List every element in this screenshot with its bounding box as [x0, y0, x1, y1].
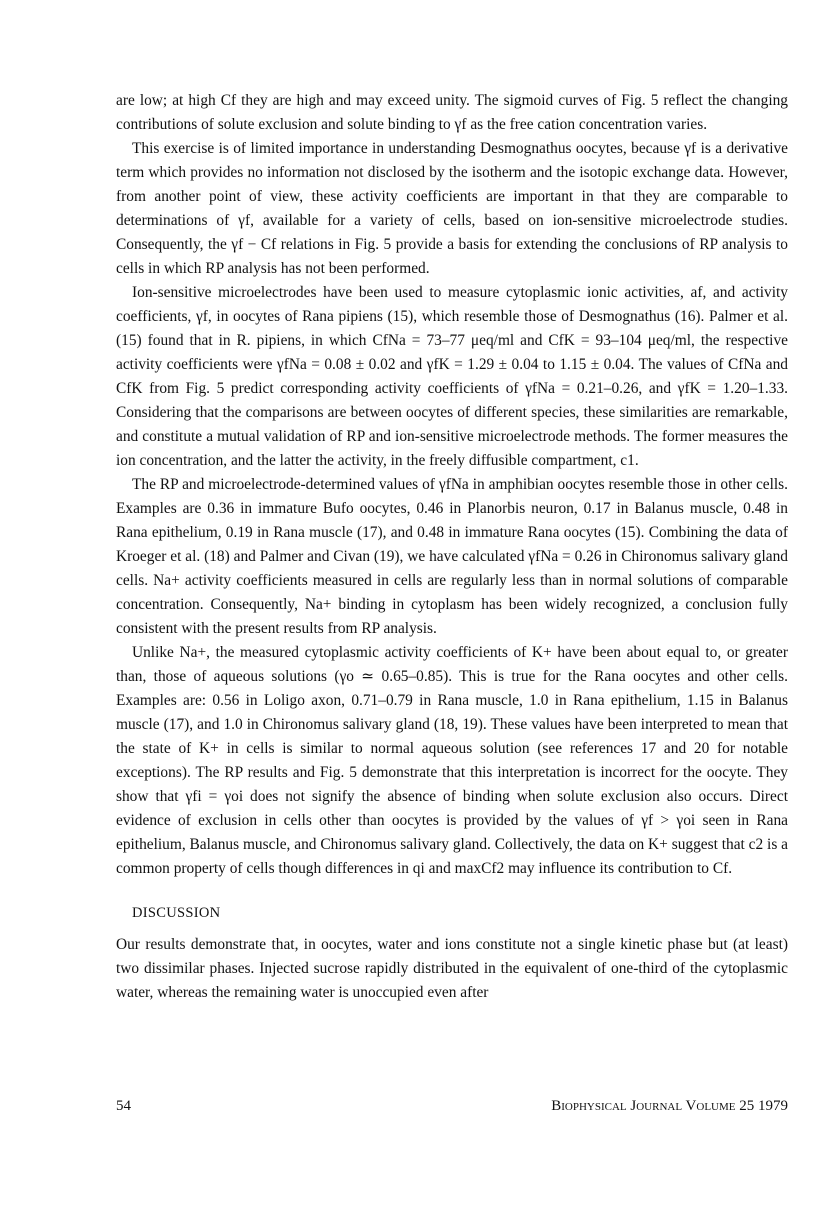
discussion-paragraph: Our results demonstrate that, in oocytes, water and ions constitute not a single kinetic phase but (at least) two dissimilar phases. Injected sucrose rapidly distributed in the equivalent of one-third of the cytoplasmic water, whereas the remaining water is unoccupied even after: [116, 936, 788, 1001]
paragraph-1: are low; at high Cf they are high and may exceed unity. The sigmoid curves of Fig. 5 reflect the changing contributions of solute exclusion and solute binding to γf as the free cation concentration varies.: [116, 92, 788, 133]
paragraph-2: This exercise is of limited importance in understanding Desmognathus oocytes, because γf is a derivative term which provides no information not disclosed by the isotherm and the isotopic exchange data. However, from another point of view, these activity coefficients are important in that they are comparable to determinations of γf, available for a variety of cells, based on ion-sensitive microelectrode studies. Consequently, the γf − Cf relations in Fig. 5 provide a basis for extending the conclusions of RP analysis to cells in which RP analysis has not been performed.: [116, 140, 788, 277]
section-heading-discussion: DISCUSSION: [132, 905, 221, 921]
paragraph-4: The RP and microelectrode-determined values of γfNa in amphibian oocytes resemble those in other cells. Examples are 0.36 in immature Bufo oocytes, 0.46 in Planorbis neuron, 0.17 in Balanus muscle, 0.48 in Rana epithelium, 0.19 in Rana muscle (17), and 0.48 in immature Rana oocytes (15). Combining the data of Kroeger et al. (18) and Palmer and Civan (19), we have calculated γfNa = 0.26 in Chironomus salivary gland cells. Na+ activity coefficients measured in cells are regularly less than in normal solutions of comparable concentration. Consequently, Na+ binding in cytoplasm has been widely recognized, a conclusion fully consistent with the present results from RP analysis.: [116, 476, 788, 637]
paragraph-5: Unlike Na+, the measured cytoplasmic activity coefficients of K+ have been about equal to, or greater than, those of aqueous solutions (γo ≃ 0.65–0.85). This is true for the Rana oocytes and other cells. Examples are: 0.56 in Loligo axon, 0.71–0.79 in Rana muscle, 1.0 in Rana epithelium, 1.15 in Balanus muscle (17), and 1.0 in Chironomus salivary gland (18, 19). These values have been interpreted to mean that the state of K+ in cells is similar to normal aqueous solution (see references 17 and 20 for notable exceptions). The RP results and Fig. 5 demonstrate that this interpretation is incorrect for the oocyte. They show that γfi = γoi does not signify the absence of binding when solute exclusion also occurs. Direct evidence of exclusion in cells other than oocytes is provided by the values of γf > γoi seen in Rana epithelium, Balanus muscle, and Chironomus salivary gland. Collectively, the data on K+ suggest that c2 is a common property of cells though differences in qi and maxCf2 may influence its contribution to Cf.: [116, 644, 788, 877]
page-footer: [116, 1098, 788, 1115]
journal-citation: Biophysical Journal Volume 25 1979: [551, 1098, 788, 1114]
page-number: 54: [116, 1098, 131, 1114]
body-text: [116, 89, 788, 1005]
paragraph-3: Ion-sensitive microelectrodes have been used to measure cytoplasmic ionic activities, af, and activity coefficients, γf, in oocytes of Rana pipiens (15), which resemble those of Desmognathus (16). Palmer et al. (15) found that in R. pipiens, in which CfNa = 73–77 μeq/ml and CfK = 93–104 μeq/ml, the respective activity coefficients were γfNa = 0.08 ± 0.02 and γfK = 1.29 ± 0.04 to 1.15 ± 0.04. The values of CfNa and CfK from Fig. 5 predict corresponding activity coefficients of γfNa = 0.21–0.26, and γfK = 1.20–1.33. Considering that the comparisons are between oocytes of different species, these similarities are remarkable, and constitute a mutual validation of RP and ion-sensitive microelectrode methods. The former measures the ion concentration, and the latter the activity, in the freely diffusible compartment, c1.: [116, 284, 788, 469]
